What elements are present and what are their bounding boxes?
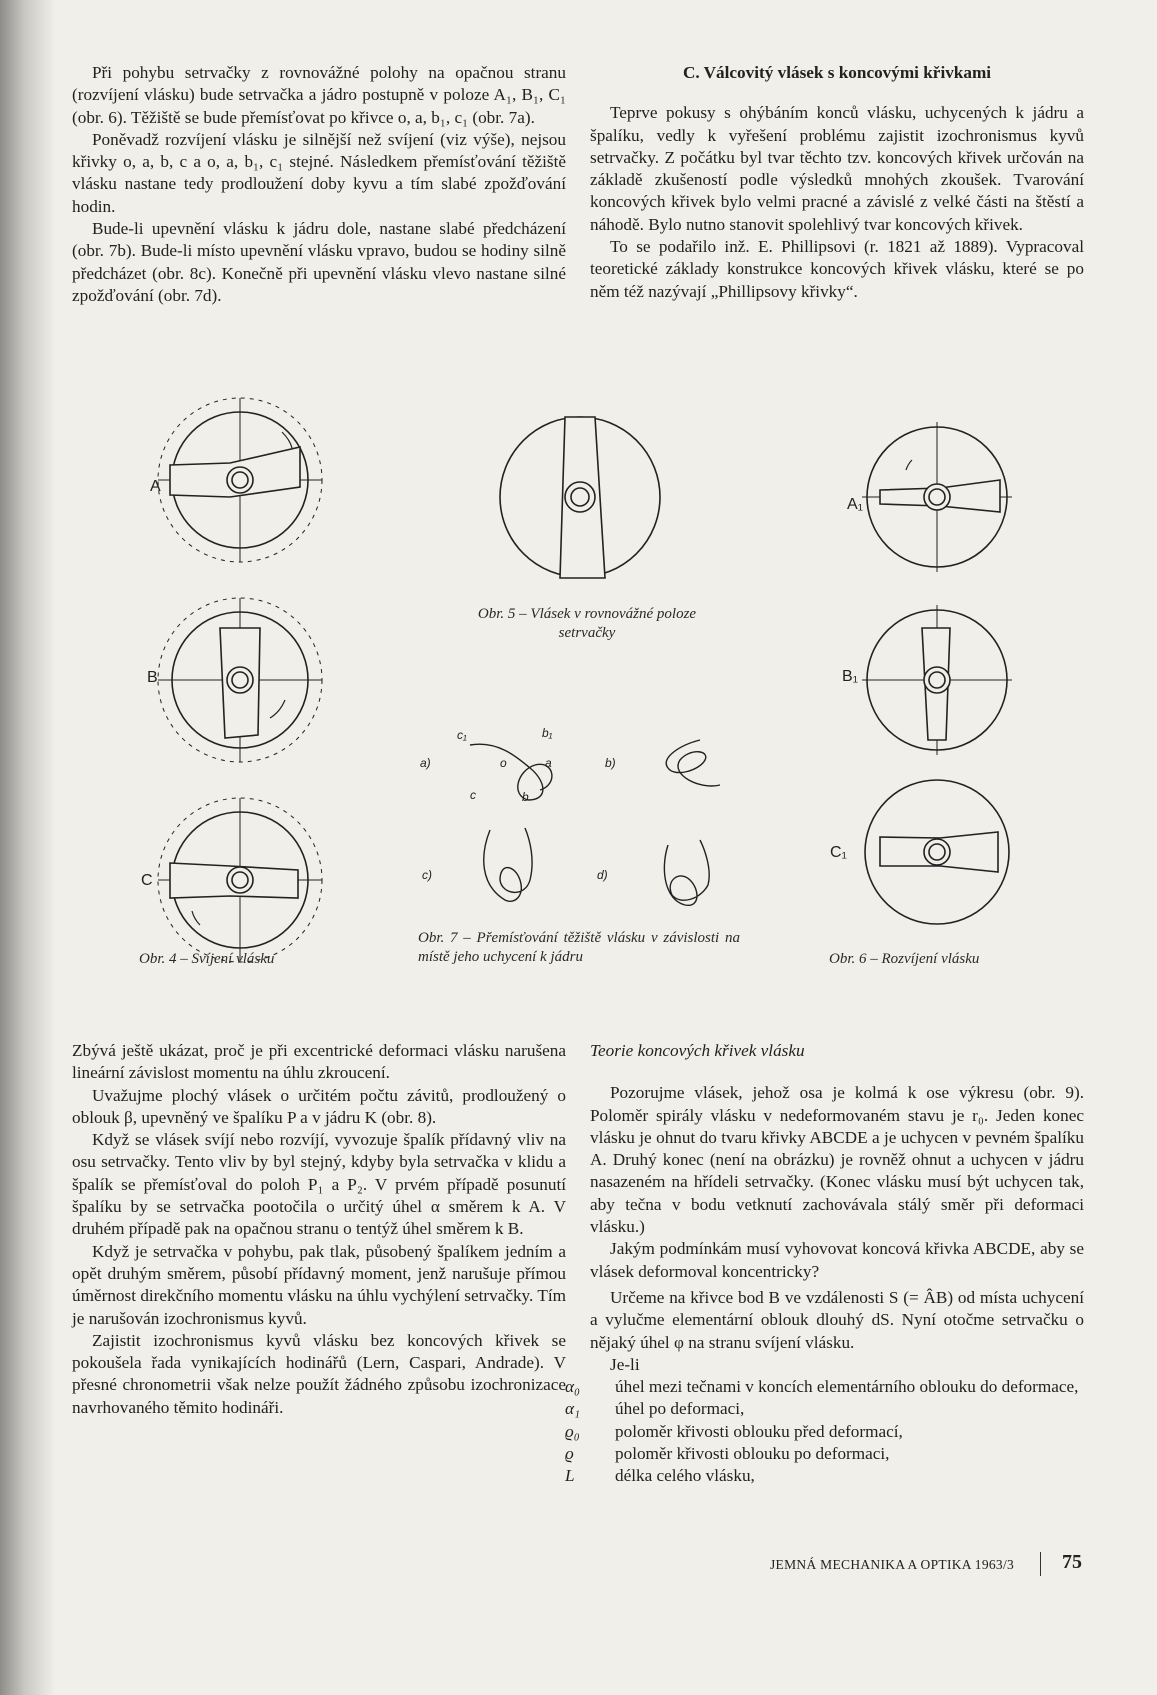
fig7-point-a: a <box>545 756 552 770</box>
fig7-point-o: o <box>500 756 507 770</box>
paragraph: Pozorujme vlásek, jehož osa je kolmá k ose výkresu (obr. 9). Poloměr spirály vlásku v nedeformovaném stavu je r₀. Jeden konec vlásku je ohnut do tvaru křivky ABCDE a je uchycen v pevném špalíku A. Druhý konec (není na obrázku) je rovněž ohnut a uchycen v jádru nasazeném na hřídeli setrvačky. (Konec vlásku musí být uchycen tak, aby tečna v bodu vetknutí zachovávala stálý směr při deformaci vlásku.) <box>590 1083 1084 1237</box>
fig7-point-c: c <box>470 788 476 802</box>
definition-symbol: ϱ₀ <box>565 1421 580 1441</box>
definition-text: poloměr křivosti oblouku před deformací, <box>615 1421 903 1441</box>
definition-item <box>565 1443 1084 1465</box>
paragraph: Teprve pokusy s ohýbáním konců vlásku, uchycených k jádru a špalíku, vedly k vyřešení problému zajistit izochronismus kyvů setrvačky. Z počátku byl tvar těchto tzv. koncových křivek určován na základě zkušeností podle výsledků mnohých zkoušek. Tvarování koncových křivek bylo velmi pracné a závislé z velké části na štěstí a náhodě. Bylo nutno stanovit spolehlivý tvar koncových křivek. <box>590 103 1084 234</box>
balance-wheel-b <box>158 598 322 762</box>
definition-symbol: ϱ <box>565 1444 574 1464</box>
balance-wheel-c <box>158 798 322 962</box>
label-b: B <box>147 669 158 686</box>
paragraph: Jakým podmínkám musí vyhovovat koncová křivka ABCDE, aby se vlásek deformoval koncentricky? <box>590 1239 1084 1281</box>
definition-item <box>565 1465 1084 1487</box>
definition-text: délka celého vlásku, <box>615 1466 755 1486</box>
fig7-point-b: b <box>522 790 529 804</box>
paragraph: Poněvadž rozvíjení vlásku je silnější než svíjení (viz výše), nejsou křivky o, a, b, c a o, a, b₁, c₁ stejné. Následkem přemísťování těžiště vlásku nastane tedy prodloužení doby kyvu a tím slabé zpožďování hodin. <box>72 129 566 216</box>
definition-symbol: α₀ <box>565 1377 580 1397</box>
fig7-point-c1: c₁ <box>457 728 467 742</box>
section-heading: C. Válcovitý vlásek s koncovými křivkami <box>682 63 992 82</box>
paragraph: Zajistit izochronismus kyvů vlásku bez koncových křivek se pokoušela řada vynikajících hodinářů (Lern, Caspari, Andrade). V přesné chronometrii však nelze použít žádného způsobu izochronizace navrhovaného těmito hodináři. <box>72 1330 566 1417</box>
fig5-caption: Obr. 5 – Vlásek v rovnovážné poloze setrvačky <box>477 606 697 641</box>
left-bottom-column <box>72 1040 566 1419</box>
footer-divider <box>1040 1552 1041 1576</box>
paragraph: Určeme na křivce bod B ve vzdálenosti S (= ÂB) od místa uchycení a vylučme elementární oblouk dlouhý dS. Nyní otočme setrvačku o nějaký úhel φ na stranu svíjení vlásku. <box>590 1287 1084 1352</box>
paragraph: To se podařilo inž. E. Phillipsovi (r. 1821 až 1889). Vypracoval teoretické základy konstrukce koncových křivek vlásku, které se po něm též nazývají „Phillipsovy křivky“. <box>590 237 1084 301</box>
definition-text: poloměr křivosti oblouku po deformaci, <box>615 1444 890 1464</box>
fig7-caption: Obr. 7 – Přemísťování těžiště vlásku v závislosti na místě jeho uchycení k jádru <box>418 930 740 965</box>
fig7-label-d: d) <box>597 868 608 882</box>
balance-wheel-b1 <box>862 605 1012 755</box>
page-number: 75 <box>1062 1551 1082 1573</box>
paragraph: Zbývá ještě ukázat, proč je při excentrické deformaci vlásku narušena lineární závislost momentu na úhlu zkroucení. <box>72 1041 566 1083</box>
balance-wheel-rest <box>500 417 660 578</box>
fig7-label-c: c) <box>422 868 432 882</box>
definition-item <box>565 1376 1084 1398</box>
definition-item <box>565 1421 1084 1443</box>
fig7-point-b1: b₁ <box>542 726 553 740</box>
fig4-caption: Obr. 4 – Svíjení vlásku <box>139 951 275 967</box>
fig7-label-b: b) <box>605 756 616 770</box>
label-a: A <box>150 478 161 495</box>
paragraph: Je-li <box>610 1354 640 1374</box>
label-a1: A₁ <box>847 496 864 513</box>
balance-wheel-a <box>158 398 322 562</box>
cog-curves <box>470 740 720 905</box>
fig7-label-a: a) <box>420 756 431 770</box>
definition-text: úhel po deformaci, <box>615 1399 745 1419</box>
definition-symbol: L <box>565 1466 575 1486</box>
definition-symbol: α₁ <box>565 1399 580 1419</box>
paragraph: Když se vlásek svíjí nebo rozvíjí, vyvozuje špalík přídavný vliv na osu setrvačky. Tento vliv by byl stejný, kdyby byla setrvačka v klidu a špalík se přemísťoval do poloh P₁ a P₂. V prvém případě posunutí špalíku by se setrvačka pootočila o určitý úhel α směrem k A. V druhém případě pak na opačnou stranu o tentýž úhel směrem k B. <box>72 1130 566 1239</box>
fig6-caption: Obr. 6 – Rozvíjení vlásku <box>829 951 980 967</box>
balance-wheel-a1 <box>862 422 1012 572</box>
balance-wheel-c1 <box>865 780 1009 924</box>
paragraph: Při pohybu setrvačky z rovnovážné polohy na opačnou stranu (rozvíjení vlásku) bude setrvačka a jádro postupně v poloze A₁, B₁, C₁ (obr. 6). Těžiště se bude přemísťovat po křivce o, a, b₁, c₁ (obr. 7a). <box>72 63 566 127</box>
definition-text: úhel mezi tečnami v koncích elementárního oblouku do deformace, <box>615 1377 1079 1397</box>
label-c1: C₁ <box>830 844 847 861</box>
paragraph: Když je setrvačka v pohybu, pak tlak, působený špalíkem jedním a opět druhým směrem, působí přídavný moment, jenž narušuje přímou úměrnost direkčního momentu vlásku na úhlu vychýlení setrvačky. Tím je narušován izochronismus kyvů. <box>72 1241 566 1328</box>
paragraph: Bude-li upevnění vlásku k jádru dole, nastane slabé předcházení (obr. 7b). Bude-li místo upevnění vlásku vpravo, budou se hodiny silně předcházet (obr. 8c). Konečně při upevnění vlásku vlevo nastane silné zpožďování (obr. 7d). <box>72 219 566 305</box>
label-b1: B₁ <box>842 668 859 685</box>
paragraph: Uvažujme plochý vlásek o určitém počtu závitů, prodloužený o oblouk β, upevněný ve špalíku P a v jádru K (obr. 8). <box>72 1085 566 1127</box>
label-c: C <box>141 872 153 889</box>
journal-footer: JEMNÁ MECHANIKA A OPTIKA 1963/3 <box>770 1557 1015 1572</box>
section-heading: Teorie koncových křivek vlásku <box>590 1041 805 1060</box>
definition-item <box>565 1398 1084 1420</box>
right-bottom-column <box>565 1040 1084 1488</box>
